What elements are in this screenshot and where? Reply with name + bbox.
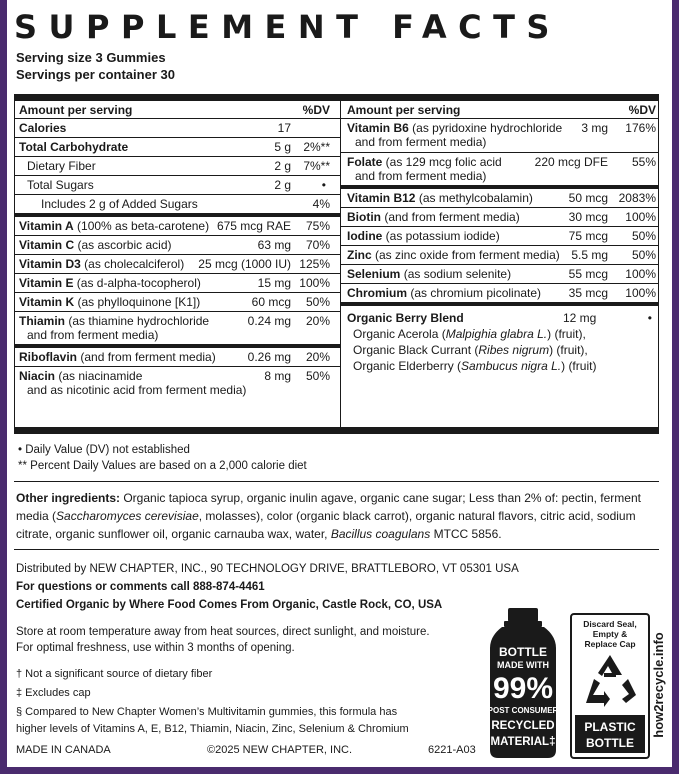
other-ingredients-line3c: MTCC 5856. xyxy=(430,527,502,541)
badge-line-4: POST CONSUMER xyxy=(487,706,559,715)
serving-size: Serving size 3 Gummies xyxy=(16,50,166,65)
right-header-label: Amount per serving xyxy=(347,103,461,117)
left-column xyxy=(15,101,340,401)
left-header xyxy=(15,101,340,119)
nutrient-name-bold: Biotin xyxy=(347,210,381,224)
nutrient-amount: 5.5 mg xyxy=(571,248,608,262)
certified-organic: Certified Organic by Where Food Comes From Organic, Castle Rock, CO, USA xyxy=(16,599,443,611)
nutrient-source: (and from ferment media) xyxy=(381,210,520,224)
nutrient-name xyxy=(15,238,340,252)
nutrient-dv: 176% xyxy=(625,121,656,135)
ingredient-post: ) (fruit) xyxy=(561,359,597,373)
nutrient-name xyxy=(15,140,340,154)
nutrient-name-bold: Folate xyxy=(347,155,383,169)
ingredient-post: ) (fruit), xyxy=(549,343,588,357)
recycle-instruction-1: Discard Seal, xyxy=(583,619,637,629)
other-ingredients-line3a: citrate, organic sunflower oil, organic carnauba wax, water, xyxy=(16,527,331,541)
nutrient-name xyxy=(15,219,340,233)
recycle-material-2: BOTTLE xyxy=(586,736,634,750)
other-ingredients xyxy=(16,489,656,543)
recycle-instruction-2: Empty & xyxy=(592,629,628,639)
nutrient-name xyxy=(15,159,340,173)
nutrient-amount: 75 mcg xyxy=(568,229,608,243)
nutrient-name-bold: Selenium xyxy=(347,267,401,281)
nutrient-amount: 35 mcg xyxy=(568,286,608,300)
copyright: ©2025 NEW CHAPTER, INC. xyxy=(207,744,353,756)
nutrient-amount: 3 mg xyxy=(581,121,608,135)
nutrient-source: (as potassium iodide) xyxy=(382,229,500,243)
recycle-instruction-3: Replace Cap xyxy=(584,639,636,649)
nutrient-amount: 0.26 mg xyxy=(247,350,291,364)
nutrient-dv: 50% xyxy=(305,295,330,309)
nutrient-name-bold: Vitamin A xyxy=(19,219,74,233)
nutrient-amount: 2 g xyxy=(274,159,291,173)
blend-ingredient xyxy=(341,358,658,374)
badge-percent: 99% xyxy=(492,672,554,705)
nutrient-name xyxy=(341,267,658,281)
badge-line-5: RECYCLED xyxy=(491,720,555,732)
made-in: MADE IN CANADA xyxy=(16,744,111,756)
nutrient-source-cont: and from ferment media) xyxy=(355,169,487,183)
nutrient-name-bold: Iodine xyxy=(347,229,383,243)
nutrient-name-bold: Riboflavin xyxy=(19,350,78,364)
nutrient-dv: 50% xyxy=(305,369,330,383)
right-nutrient-row xyxy=(341,153,658,189)
right-header xyxy=(341,101,658,119)
page-title: SUPPLEMENT FACTS xyxy=(14,8,561,46)
blend-ingredients xyxy=(341,326,658,374)
nutrient-name-bold: Vitamin C xyxy=(19,238,75,252)
nutrient-amount: 220 mcg DFE xyxy=(534,155,608,169)
ingredient-pre: Organic Black Currant ( xyxy=(353,343,479,357)
badge-line-6: MATERIAL‡ xyxy=(490,736,556,748)
nutrient-amount: 55 mcg xyxy=(568,267,608,281)
nutrient-dv: 100% xyxy=(625,286,656,300)
left-nutrient-row xyxy=(15,195,340,217)
nutrient-amount: 675 mcg RAE xyxy=(216,219,291,233)
nutrient-name-bold: Zinc xyxy=(347,248,372,262)
nutrient-amount: 17 xyxy=(277,121,291,135)
nutrient-source: (as niacinamide xyxy=(55,369,143,383)
divider-rule xyxy=(14,481,659,482)
recycle-label xyxy=(570,613,650,759)
blend-dv: • xyxy=(647,311,652,325)
nutrient-source: (as zinc oxide from ferment media) xyxy=(371,248,560,262)
nutrient-amount: 8 mg xyxy=(264,369,291,383)
nutrient-name xyxy=(15,178,340,192)
nutrient-dv: 100% xyxy=(625,267,656,281)
nutrient-amount: 5 g xyxy=(274,140,291,154)
other-ingredients-line2c: , molasses), color (organic black carrot), organic natural flavors, citric acid, sodium xyxy=(198,509,636,523)
blend-ingredient xyxy=(341,326,658,342)
left-nutrient-row xyxy=(15,176,340,195)
nutrient-dv: 2083% xyxy=(618,191,656,205)
nutrient-source-cont: and from ferment media) xyxy=(355,135,487,149)
right-nutrient-row xyxy=(341,265,658,284)
footnote-dv: • Daily Value (DV) not established xyxy=(18,444,190,456)
other-ingredients-label: Other ingredients: xyxy=(16,491,121,505)
other-ingredients-latin1: Saccharomyces cerevisiae xyxy=(56,509,199,523)
nutrient-name xyxy=(15,314,340,342)
nutrient-source: (as chromium picolinate) xyxy=(407,286,542,300)
nutrient-dv: 125% xyxy=(299,257,330,271)
nutrient-source: (as phylloquinone [K1]) xyxy=(74,295,201,309)
nutrient-source: (as sodium selenite) xyxy=(400,267,512,281)
nutrient-amount: 15 mg xyxy=(257,276,291,290)
storage-line-2: For optimal freshness, use within 3 months of opening. xyxy=(16,642,295,654)
left-nutrient-row xyxy=(15,236,340,255)
nutrient-source: Total Sugars xyxy=(27,178,94,192)
nutrient-dv: 50% xyxy=(631,248,656,262)
how2recycle-text: how2recycle.info xyxy=(651,632,666,738)
nutrient-name xyxy=(341,210,658,224)
supplement-facts-panel xyxy=(14,94,659,434)
nutrient-amount: 2 g xyxy=(274,178,291,192)
blend-ingredient xyxy=(341,342,658,358)
nutrient-dv: 55% xyxy=(631,155,656,169)
recycle-material-1: PLASTIC xyxy=(584,720,636,734)
nutrient-name xyxy=(15,295,340,309)
ingredient-latin: Malpighia glabra L. xyxy=(445,327,548,341)
right-nutrient-row xyxy=(341,246,658,265)
other-ingredients-latin2: Bacillus coagulans xyxy=(330,527,431,541)
nutrient-amount: 0.24 mg xyxy=(247,314,291,328)
storage-line-1: Store at room temperature away from heat sources, direct sunlight, and moisture. xyxy=(16,626,430,638)
nutrient-amount: 50 mcg xyxy=(568,191,608,205)
left-nutrient-row xyxy=(15,217,340,236)
nutrient-source: (as ascorbic acid) xyxy=(74,238,172,252)
nutrient-source: (and from ferment media) xyxy=(77,350,216,364)
nutrient-name xyxy=(341,229,658,243)
other-ingredients-line1: Organic tapioca syrup, organic inulin agave, organic cane sugar; Less than 2% of: pectin, ferment xyxy=(120,491,641,505)
nutrient-source: (100% as beta-carotene) xyxy=(73,219,210,233)
note-cap: ‡ Excludes cap xyxy=(16,687,91,699)
right-nutrient-row xyxy=(341,119,658,153)
nutrient-dv: 7%** xyxy=(303,159,330,173)
nutrient-amount: 63 mg xyxy=(257,238,291,252)
ingredient-pre: Organic Acerola ( xyxy=(353,327,446,341)
blend-header xyxy=(341,310,658,326)
nutrient-dv: 75% xyxy=(305,219,330,233)
nutrient-amount: 30 mcg xyxy=(568,210,608,224)
nutrient-name xyxy=(15,257,340,271)
left-nutrient-row xyxy=(15,312,340,348)
nutrient-name xyxy=(15,121,340,135)
nutrient-source: (as pyridoxine hydrochloride xyxy=(408,121,563,135)
nutrient-source: (as 129 mcg folic acid xyxy=(382,155,502,169)
blend-amount: 12 mg xyxy=(563,311,597,325)
servings-per-container: Servings per container 30 xyxy=(16,67,175,82)
right-nutrient-row xyxy=(341,208,658,227)
left-nutrient-row xyxy=(15,274,340,293)
left-header-label: Amount per serving xyxy=(19,103,133,117)
left-nutrient-row xyxy=(15,293,340,312)
left-nutrient-row xyxy=(15,255,340,274)
note-fiber: † Not a significant source of dietary fiber xyxy=(16,668,213,680)
nutrient-source: Includes 2 g of Added Sugars xyxy=(41,197,198,211)
left-nutrient-row xyxy=(15,138,340,157)
nutrient-name-bold: Niacin xyxy=(19,369,56,383)
nutrient-name-bold: Vitamin D3 xyxy=(19,257,81,271)
nutrient-name xyxy=(341,191,658,205)
nutrient-amount: 60 mcg xyxy=(251,295,291,309)
left-nutrient-row xyxy=(15,348,340,367)
right-nutrient-row xyxy=(341,227,658,246)
distributed-by: Distributed by NEW CHAPTER, INC., 90 TECHNOLOGY DRIVE, BRATTLEBORO, VT 05301 USA xyxy=(16,563,519,575)
right-column xyxy=(341,101,658,376)
nutrient-name xyxy=(15,276,340,290)
left-nutrient-row xyxy=(15,157,340,176)
nutrient-name-bold: Thiamin xyxy=(19,314,66,328)
other-ingredients-line2a: media ( xyxy=(16,509,57,523)
right-nutrient-row xyxy=(341,284,658,306)
right-rows xyxy=(341,119,658,306)
nutrient-name xyxy=(341,121,658,149)
nutrient-name-bold: Vitamin E xyxy=(19,276,74,290)
left-rows xyxy=(15,119,340,401)
badge-line-1: BOTTLE xyxy=(499,645,547,659)
nutrient-dv: 4% xyxy=(312,197,330,211)
nutrient-name-bold: Vitamin B6 xyxy=(347,121,409,135)
nutrient-name xyxy=(15,350,340,364)
nutrient-name xyxy=(341,155,658,183)
left-nutrient-row xyxy=(15,119,340,138)
right-header-dv: %DV xyxy=(628,103,656,117)
nutrient-name xyxy=(15,369,340,397)
nutrient-amount: 25 mcg (1000 IU) xyxy=(198,257,291,271)
nutrient-source: (as d-alpha-tocopherol) xyxy=(73,276,201,290)
note-comparison-2: higher levels of Vitamins A, E, B12, Thiamin, Niacin, Zinc, Selenium & Chromium xyxy=(16,723,409,735)
divider-rule-2 xyxy=(14,549,659,550)
nutrient-name-bold: Vitamin K xyxy=(19,295,75,309)
nutrient-name xyxy=(341,286,658,300)
nutrient-dv: 70% xyxy=(305,238,330,252)
nutrient-source: (as methylcobalamin) xyxy=(415,191,533,205)
questions-line: For questions or comments call 888-874-4461 xyxy=(16,581,265,593)
recycled-bottle-badge xyxy=(484,608,562,758)
how2recycle-url xyxy=(651,620,667,750)
nutrient-dv: 2%** xyxy=(303,140,330,154)
nutrient-dv: 100% xyxy=(299,276,330,290)
nutrient-name-bold: Calories xyxy=(19,121,67,135)
nutrient-source: (as cholecalciferol) xyxy=(80,257,185,271)
nutrient-source-cont: and from ferment media) xyxy=(27,328,159,342)
ingredient-post: ) (fruit), xyxy=(547,327,586,341)
nutrient-name xyxy=(341,248,658,262)
nutrient-dv: 20% xyxy=(305,314,330,328)
nutrient-dv: 50% xyxy=(631,229,656,243)
nutrient-dv: • xyxy=(321,178,326,192)
left-nutrient-row xyxy=(15,367,340,401)
right-nutrient-row xyxy=(341,189,658,208)
note-comparison-1: § Compared to New Chapter Women’s Multivitamin gummies, this formula has xyxy=(16,706,398,718)
ingredient-pre: Organic Elderberry ( xyxy=(353,359,462,373)
nutrient-name-bold: Vitamin B12 xyxy=(347,191,416,205)
bottle-cap-icon xyxy=(508,608,538,622)
product-code: 6221-A03 xyxy=(428,744,476,756)
nutrient-dv: 100% xyxy=(625,210,656,224)
nutrient-name-bold: Total Carbohydrate xyxy=(19,140,129,154)
footnote-calorie: ** Percent Daily Values are based on a 2,000 calorie diet xyxy=(18,460,307,472)
nutrient-source: Dietary Fiber xyxy=(27,159,96,173)
nutrient-source-cont: and as nicotinic acid from ferment media) xyxy=(27,383,247,397)
nutrient-source: (as thiamine hydrochloride xyxy=(65,314,210,328)
nutrient-dv: 20% xyxy=(305,350,330,364)
recycle-arrows-icon xyxy=(586,655,636,707)
nutrient-name xyxy=(15,197,340,211)
berry-blend xyxy=(341,306,658,376)
badge-line-2: MADE WITH xyxy=(497,660,549,670)
blend-name: Organic Berry Blend xyxy=(347,311,464,325)
ingredient-latin: Sambucus nigra L. xyxy=(461,359,562,373)
ingredient-latin: Ribes nigrum xyxy=(478,343,550,357)
left-header-dv: %DV xyxy=(302,103,330,117)
nutrient-name-bold: Chromium xyxy=(347,286,407,300)
